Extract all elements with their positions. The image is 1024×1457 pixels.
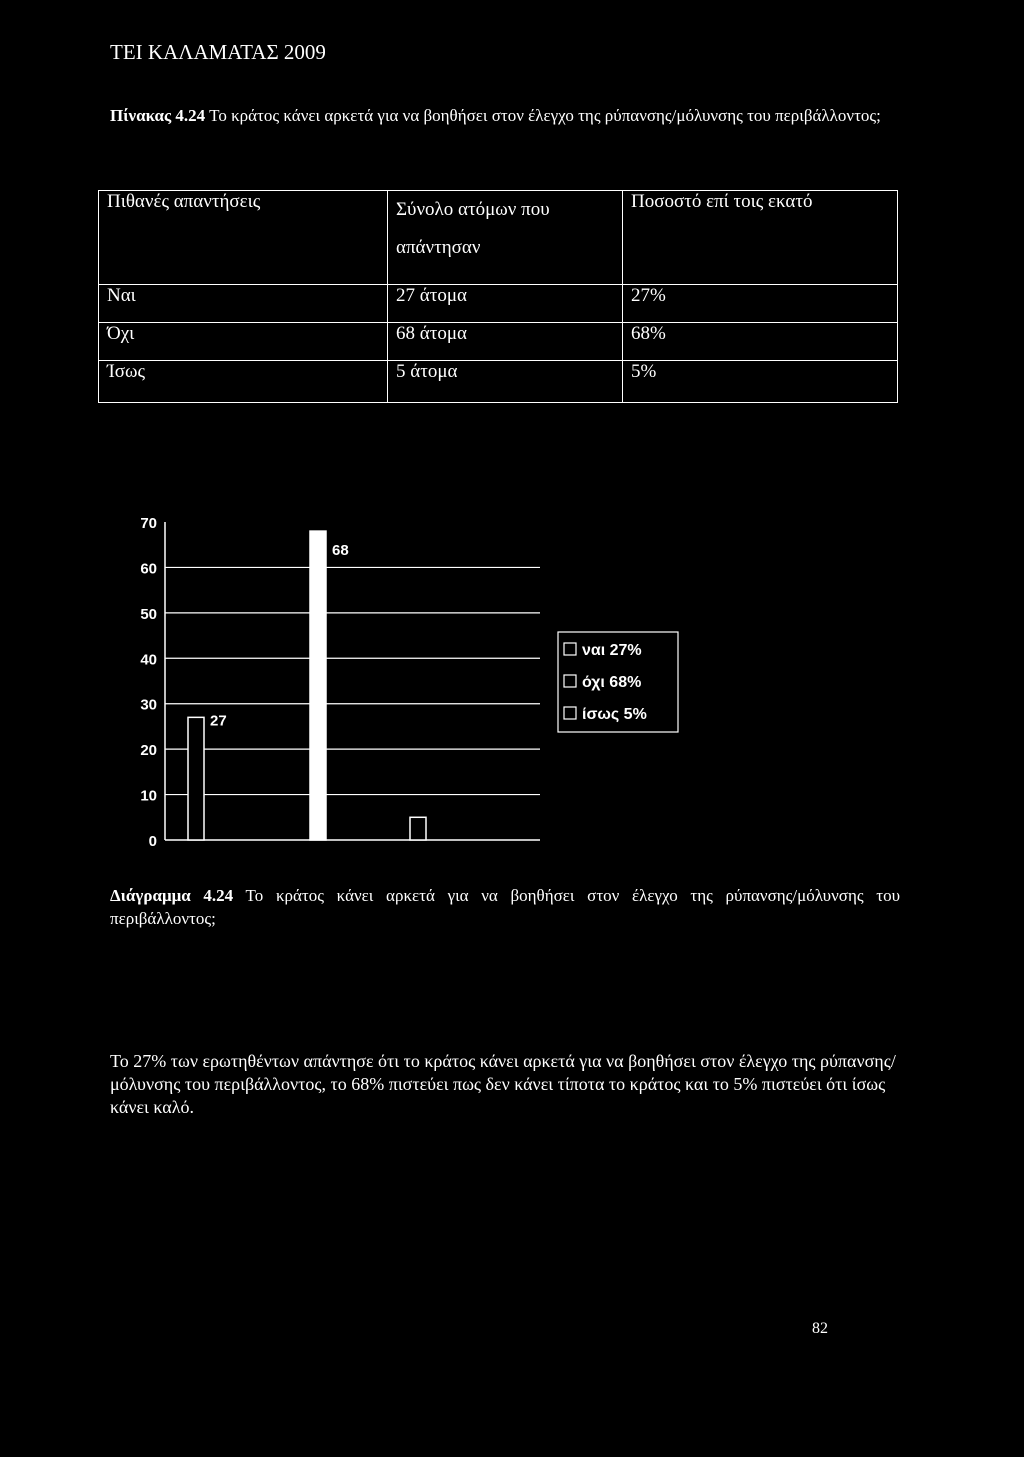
bar-chart xyxy=(120,500,700,860)
y-tick-label: 30 xyxy=(140,696,157,714)
table-row xyxy=(99,285,898,323)
table-cell: 68 άτομα xyxy=(388,323,623,361)
table-cell: Όχι xyxy=(99,323,388,361)
bar-όχι xyxy=(310,531,326,840)
table-header-cell: Ποσοστό επί τοις εκατό xyxy=(623,191,898,285)
table-header-row xyxy=(99,191,898,285)
table-header-cell: Πιθανές απαντήσεις xyxy=(99,191,388,285)
page-header: ΤΕΙ ΚΑΛΑΜΑΤΑΣ 2009 xyxy=(110,40,326,64)
y-tick-label: 70 xyxy=(140,515,157,532)
table-header-cell: Σύνολο ατόμων που απάντησαν xyxy=(388,191,623,285)
table-cell: 27 άτομα xyxy=(388,285,623,323)
table-row xyxy=(99,323,898,361)
table-cell: Ίσως xyxy=(99,361,388,403)
summary-paragraph: Το 27% των ερωτηθέντων απάντησε ότι το κράτος κάνει αρκετά για να βοηθήσει στον έλεγχο της ρύπανσης/μόλυνσης του περιβάλλοντος, το 68% πιστεύει πως δεν κάνει τίποτα το κράτος και το 5% πιστεύει ότι ίσως κάνει καλό. xyxy=(110,1051,896,1117)
y-tick-label: 60 xyxy=(140,560,157,578)
table-caption-text: Το κράτος κάνει αρκετά για να βοηθήσει στον έλεγχο της ρύπανσης/μόλυνσης του περιβάλλοντος; xyxy=(209,106,881,125)
data-label: 68 xyxy=(332,542,349,560)
chart-caption-text: Το κράτος κάνει αρκετά για να βοηθήσει στον έλεγχο της ρύπανσης/μόλυνσης του περιβάλλοντος; xyxy=(110,886,900,928)
table-cell: 27% xyxy=(623,285,898,323)
legend-swatch xyxy=(564,643,576,655)
chart-caption-label: Διάγραμμα 4.24 xyxy=(110,886,234,905)
table-cell: 5% xyxy=(623,361,898,403)
data-label: 27 xyxy=(210,712,227,730)
legend-item: ναι 27% xyxy=(582,642,642,659)
legend-swatch xyxy=(564,707,576,719)
bar-ναι xyxy=(188,717,204,840)
responses-table xyxy=(98,190,898,403)
page-number: 82 xyxy=(812,1320,828,1337)
table-cell: 68% xyxy=(623,323,898,361)
y-tick-label: 10 xyxy=(140,787,157,805)
y-tick-label: 20 xyxy=(140,742,157,760)
legend-item: ίσως 5% xyxy=(582,706,647,723)
table-cell: 5 άτομα xyxy=(388,361,623,403)
table-cell: Ναι xyxy=(99,285,388,323)
y-tick-label: 0 xyxy=(148,833,157,850)
chart-caption xyxy=(110,884,900,930)
legend-item: όχι 68% xyxy=(582,674,642,691)
table-caption xyxy=(110,104,900,127)
y-tick-label: 40 xyxy=(140,651,157,669)
legend-swatch xyxy=(564,675,576,687)
y-tick-label: 50 xyxy=(140,605,157,623)
table-row xyxy=(99,361,898,403)
bar-ίσως xyxy=(410,817,426,840)
table-caption-label: Πίνακας 4.24 xyxy=(110,106,206,125)
